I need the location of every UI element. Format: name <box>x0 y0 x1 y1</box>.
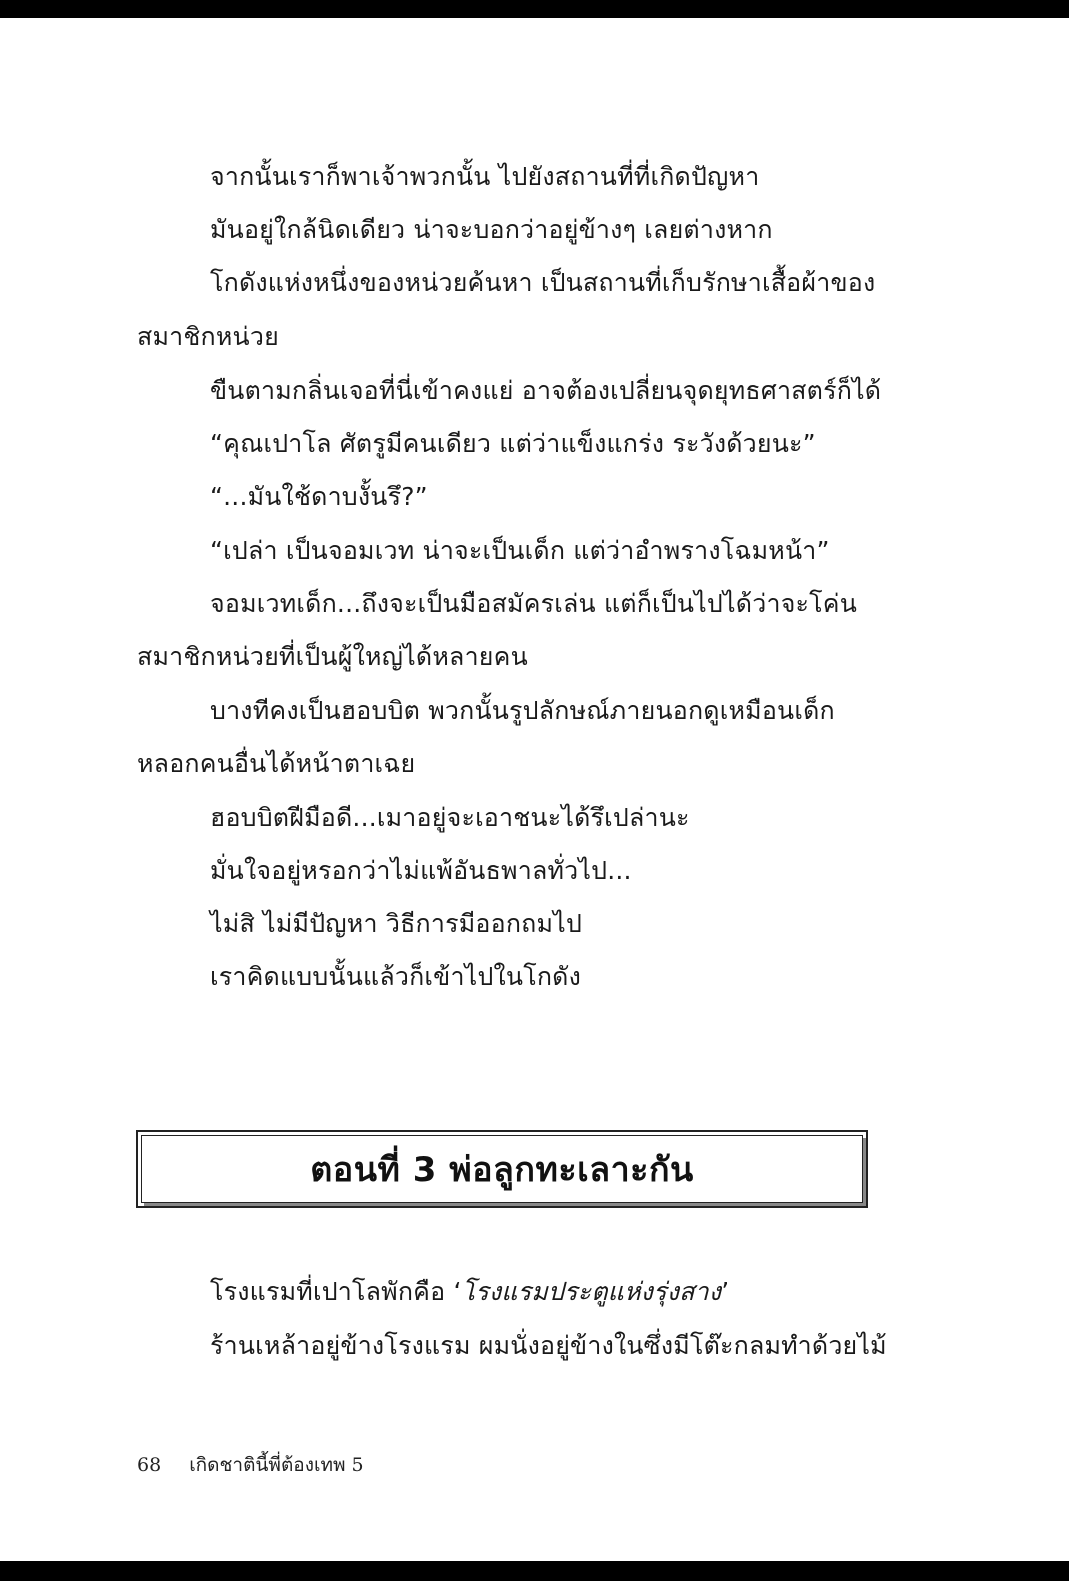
paragraph-line: สมาชิกหน่วยที่เป็นผู้ใหญ่ได้หลายคน <box>137 642 528 671</box>
paragraph-line: มั่นใจอยู่หรอกว่าไม่แพ้อันธพาลทั่วไป... <box>210 856 632 885</box>
chapter-title: ตอนที่ 3 พ่อลูกทะเลาะกัน <box>310 1150 694 1190</box>
paragraph-line: มันอยู่ใกล้นิดเดียว น่าจะบอกว่าอยู่ข้างๆ เลยต่างหาก <box>210 215 773 244</box>
paragraph-line: “คุณเปาโล ศัตรูมีคนเดียว แต่ว่าแข็งแกร่ง ระวังด้วยนะ” <box>210 429 816 458</box>
paragraph-line: ไม่สิ ไม่มีปัญหา วิธีการมีออกถมไป <box>210 909 583 938</box>
hotel-name: โรงแรมประตูแห่งรุ่งสาง <box>461 1277 722 1306</box>
closing-quote: ’ <box>721 1277 730 1306</box>
paragraph-line: ร้านเหล้าอยู่ข้างโรงแรม ผมนั่งอยู่ข้างในซึ่งมีโต๊ะกลมทำด้วยไม้ <box>210 1331 887 1360</box>
book-page <box>0 18 1069 1561</box>
chapter-heading-box <box>136 1130 868 1208</box>
paragraph-line: ขืนตามกลิ่นเจอที่นี่เข้าคงแย่ อาจต้องเปลี่ยนจุดยุทธศาสตร์ก็ได้ <box>210 376 882 405</box>
paragraph-line: จากนั้นเราก็พาเจ้าพวกนั้น ไปยังสถานที่ที่เกิดปัญหา <box>210 162 760 191</box>
paragraph-line: สมาชิกหน่วย <box>137 322 279 351</box>
paragraph-line: บางทีคงเป็นฮอบบิต พวกนั้นรูปลักษณ์ภายนอกดูเหมือนเด็ก <box>210 696 835 725</box>
paragraph-line: เราคิดแบบนั้นแล้วก็เข้าไปในโกดัง <box>210 962 582 991</box>
chapter-heading-inner-frame <box>141 1135 863 1203</box>
page-footer <box>137 1450 364 1480</box>
paragraph-line: ฮอบบิตฝีมือดี...เมาอยู่จะเอาชนะได้รึเปล่านะ <box>210 803 690 832</box>
paragraph-line: จอมเวทเด็ก...ถึงจะเป็นมือสมัครเล่น แต่ก็เป็นไปได้ว่าจะโค่น <box>210 589 858 618</box>
paragraph-line: โกดังแห่งหนึ่งของหน่วยค้นหา เป็นสถานที่เก็บรักษาเสื้อผ้าของ <box>210 268 876 297</box>
paragraph-line: “เปล่า เป็นจอมเวท น่าจะเป็นเด็ก แต่ว่าอำพรางโฉมหน้า” <box>210 536 830 565</box>
hotel-intro-text: โรงแรมที่เปาโลพักคือ ‘ <box>210 1277 462 1306</box>
paragraph-line: หลอกคนอื่นได้หน้าตาเฉย <box>137 749 416 778</box>
book-title: เกิดชาตินี้พี่ต้องเทพ 5 <box>189 1454 364 1476</box>
paragraph-line <box>210 1275 729 1309</box>
paragraph-line: “...มันใช้ดาบงั้นรึ?” <box>210 482 428 511</box>
page-number: 68 <box>137 1454 162 1476</box>
